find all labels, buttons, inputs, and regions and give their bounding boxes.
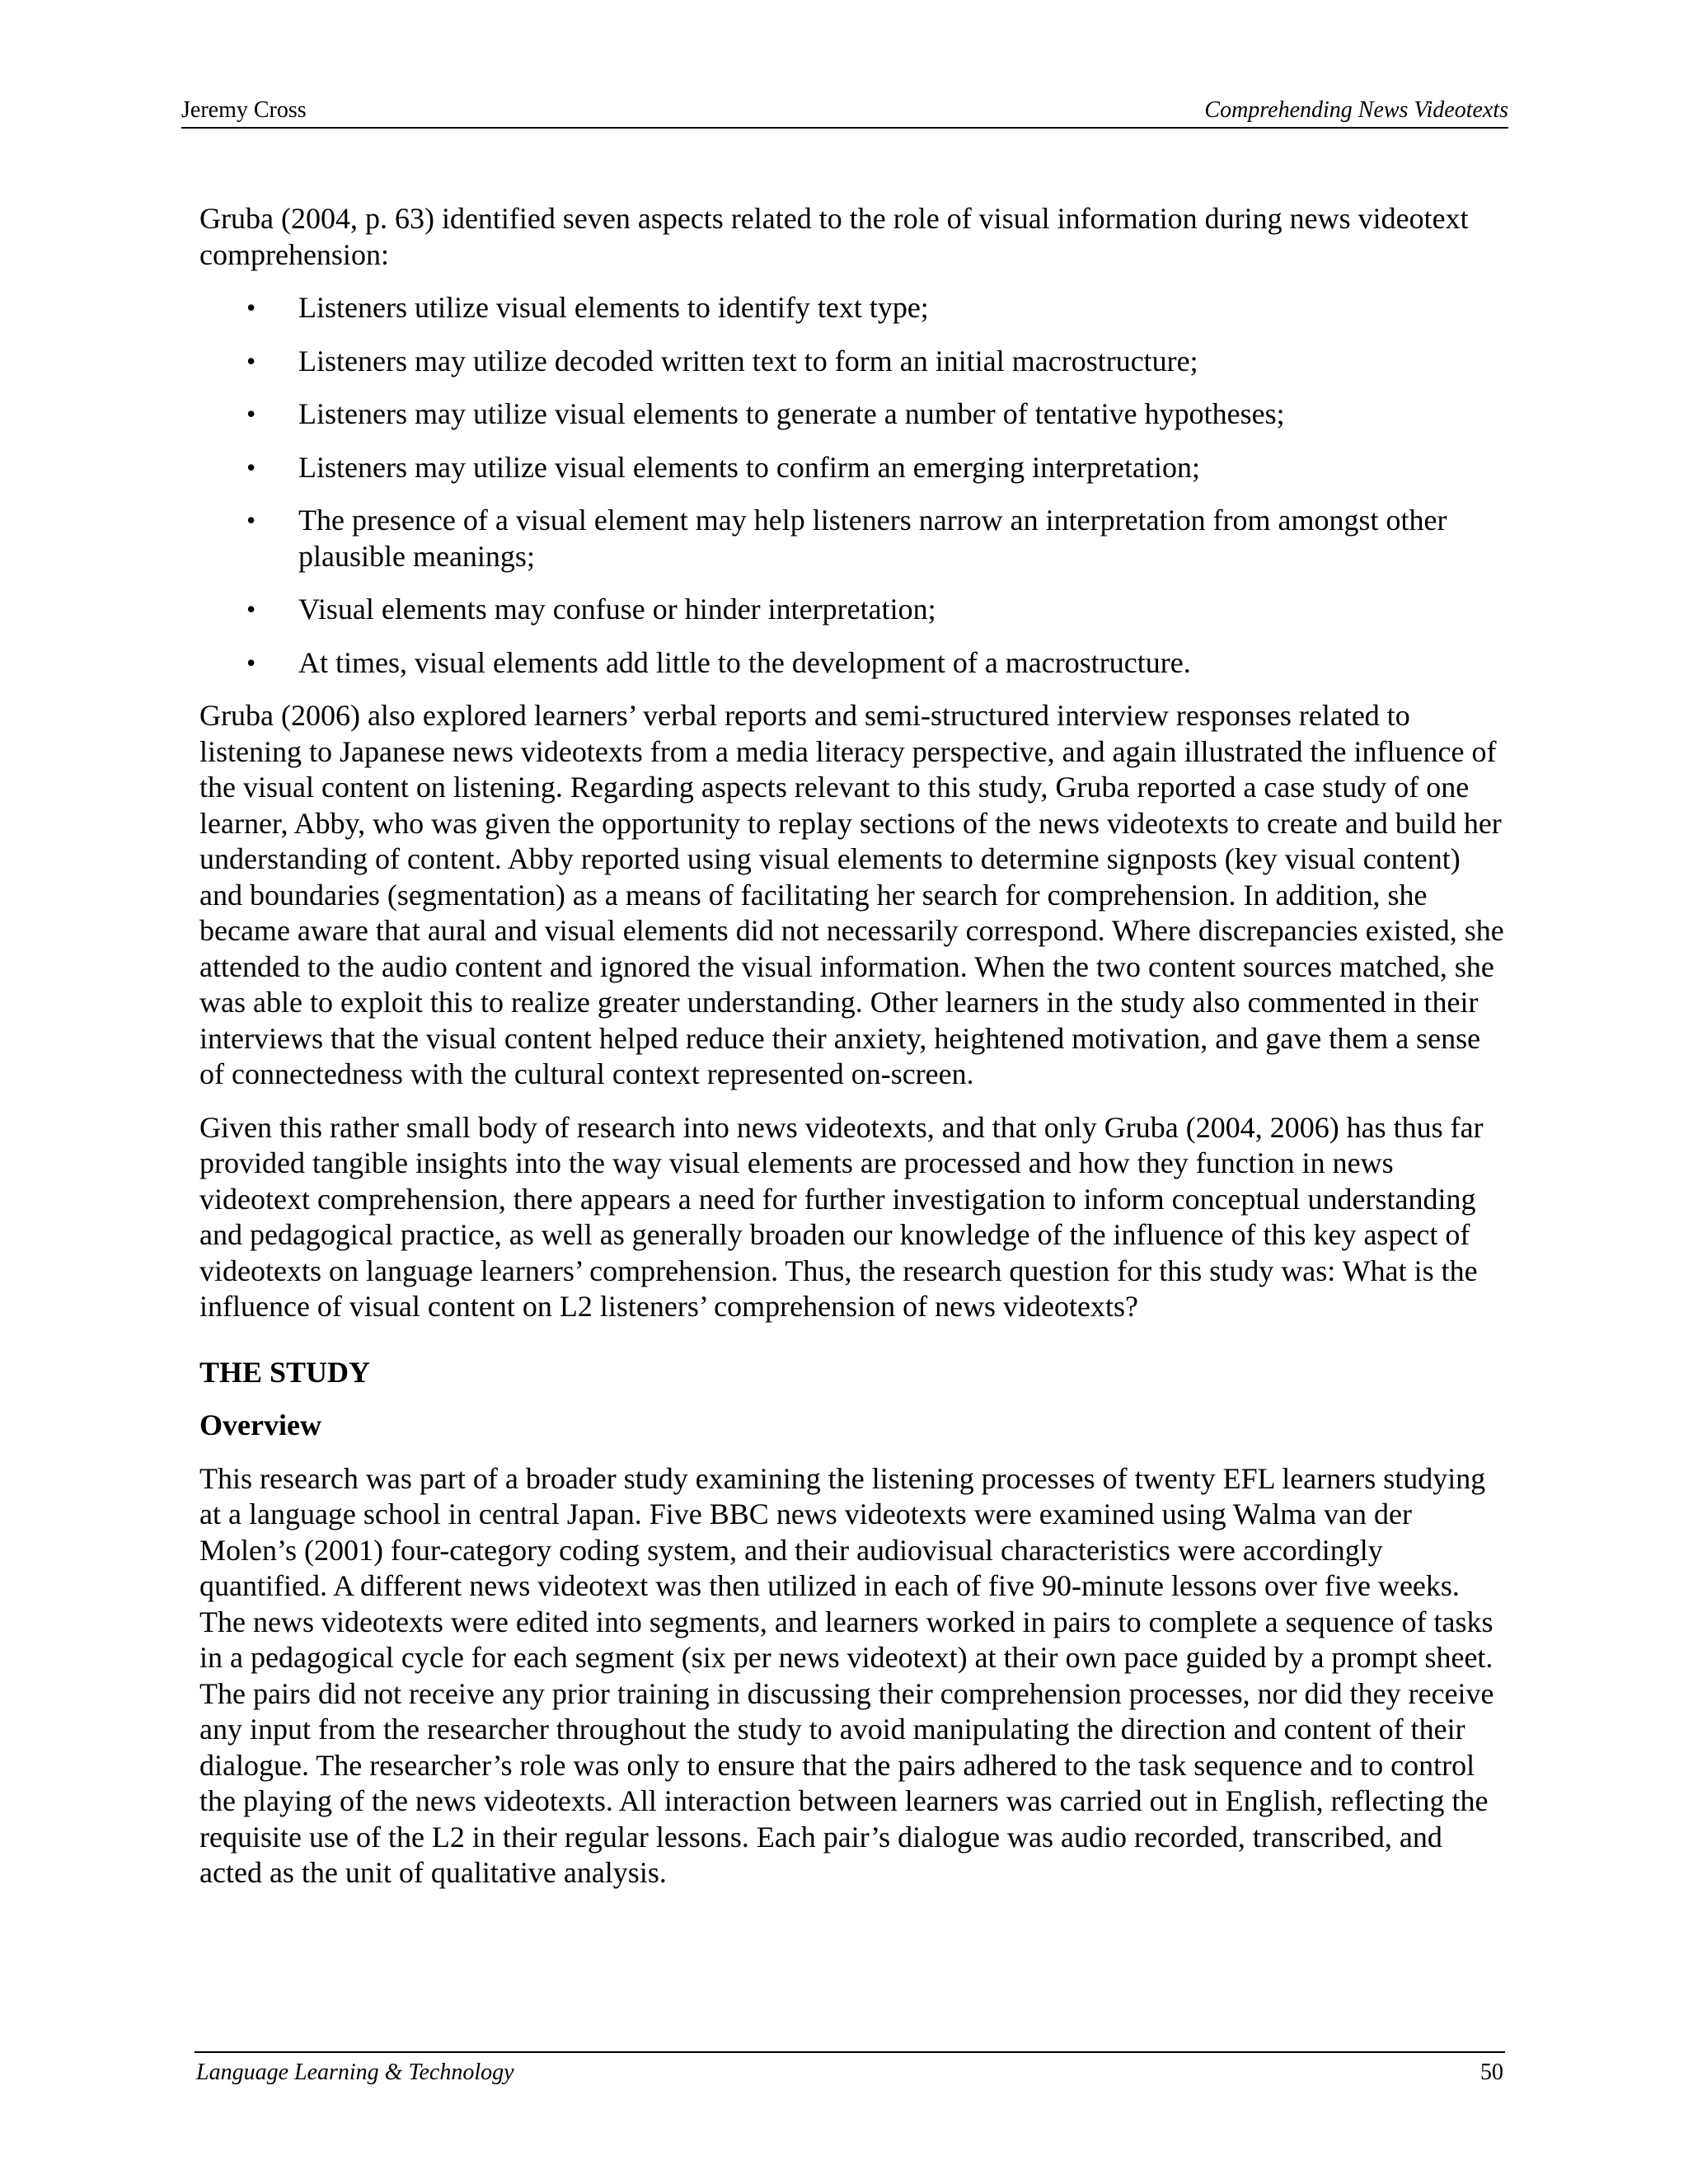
bullet-list xyxy=(199,290,1510,681)
list-item-text: Visual elements may confuse or hinder interpretation; xyxy=(298,593,936,626)
bullet-icon: • xyxy=(246,505,256,535)
list-item-text: Listeners may utilize visual elements to confirm an emerging interpretation; xyxy=(298,450,1201,484)
bullet-icon: • xyxy=(246,647,256,677)
list-item-text: At times, visual elements add little to the development of a macrostructure. xyxy=(298,645,1191,679)
list-item xyxy=(199,645,1510,682)
list-item-text: Listeners may utilize visual elements to generate a number of tentative hypotheses; xyxy=(298,397,1285,430)
list-item-text: Listeners utilize visual elements to identify text type; xyxy=(298,291,929,324)
list-item xyxy=(199,396,1510,433)
subsection-heading: Overview xyxy=(199,1408,321,1441)
bullet-icon: • xyxy=(246,594,256,624)
header-running-title: Comprehending News Videotexts xyxy=(1204,97,1508,123)
body-paragraph: Given this rather small body of research into news videotexts, and that only Gruba (2004, 2006) has thus far provided tangible insights into the way visual elements are processed and how they function in news videotext comprehension, there appears a need for further investigation to inform conceptual understanding and pedagogical practice, as well as generally broaden our knowledge of the influence of this key aspect of videotexts on language learners’ comprehension. Thus, the research question for this study was: What is the influence of visual content on L2 listeners’ comprehension of news videotexts? xyxy=(199,1110,1484,1323)
footer-journal: Language Learning & Technology xyxy=(196,2060,514,2085)
list-item xyxy=(199,450,1510,486)
bullet-icon: • xyxy=(246,399,256,429)
bullet-icon: • xyxy=(246,293,256,322)
article-body xyxy=(199,201,1510,1909)
list-item xyxy=(199,592,1510,628)
section-heading: THE STUDY xyxy=(199,1355,371,1389)
list-item-text: Listeners may utilize decoded written text to form an initial macrostructure; xyxy=(298,344,1198,377)
header-author: Jeremy Cross xyxy=(181,97,307,123)
bullet-icon: • xyxy=(246,345,256,376)
page-header xyxy=(181,97,1508,129)
bullet-icon: • xyxy=(246,452,256,482)
footer-page-number: 50 xyxy=(1480,2060,1503,2085)
body-paragraph: Gruba (2006) also explored learners’ verbal reports and semi-structured interview responses related to listening to Japanese news videotexts from a media literacy perspective, and again illustrated the influence of the visual content on listening. Regarding aspects relevant to this study, Gruba reported a case study of one learner, Abby, who was given the opportunity to replay sections of the news videotexts to create and build her understanding of content. Abby reported using visual elements to determine signposts (key visual content) and boundaries (segmentation) as a means of facilitating her search for comprehension. In addition, she became aware that aural and visual elements did not necessarily correspond. Where discrepancies existed, she attended to the audio content and ignored the visual information. When the two content sources matched, she was able to exploit this to realize greater understanding. Other learners in the study also commented in their interviews that the visual content helped reduce their anxiety, heightened motivation, and gave them a sense of connectedness with the cultural context represented on-screen. xyxy=(199,699,1504,1090)
list-item xyxy=(199,503,1510,574)
list-item-text: The presence of a visual element may help listeners narrow an interpretation from amongst other plausible meanings; xyxy=(298,504,1447,573)
list-item xyxy=(199,290,1510,326)
intro-paragraph: Gruba (2004, p. 63) identified seven aspects related to the role of visual information during news videotext comprehension: xyxy=(199,202,1469,271)
overview-paragraph: This research was part of a broader study examining the listening processes of twenty EFL learners studying at a language school in central Japan. Five BBC news videotexts were examined using Walma van der Molen’s (2001) four-category coding system, and their audiovisual characteristics were accordingly quantified. A different news videotext was then utilized in each of five 90-minute lessons over five weeks. The news videotexts were edited into segments, and learners worked in pairs to complete a sequence of tasks in a pedagogical cycle for each segment (six per news videotext) at their own pace guided by a prompt sheet. The pairs did not receive any prior training in discussing their comprehension processes, nor did they receive any input from the researcher throughout the study to avoid manipulating the direction and content of their dialogue. The researcher’s role was only to ensure that the pairs adhered to the task sequence and to control the playing of the news videotexts. All interaction between learners was carried out in English, reflecting the requisite use of the L2 in their regular lessons. Each pair’s dialogue was audio recorded, transcribed, and acted as the unit of qualitative analysis. xyxy=(199,1461,1494,1889)
list-item xyxy=(199,344,1510,380)
page-footer xyxy=(195,2051,1505,2088)
